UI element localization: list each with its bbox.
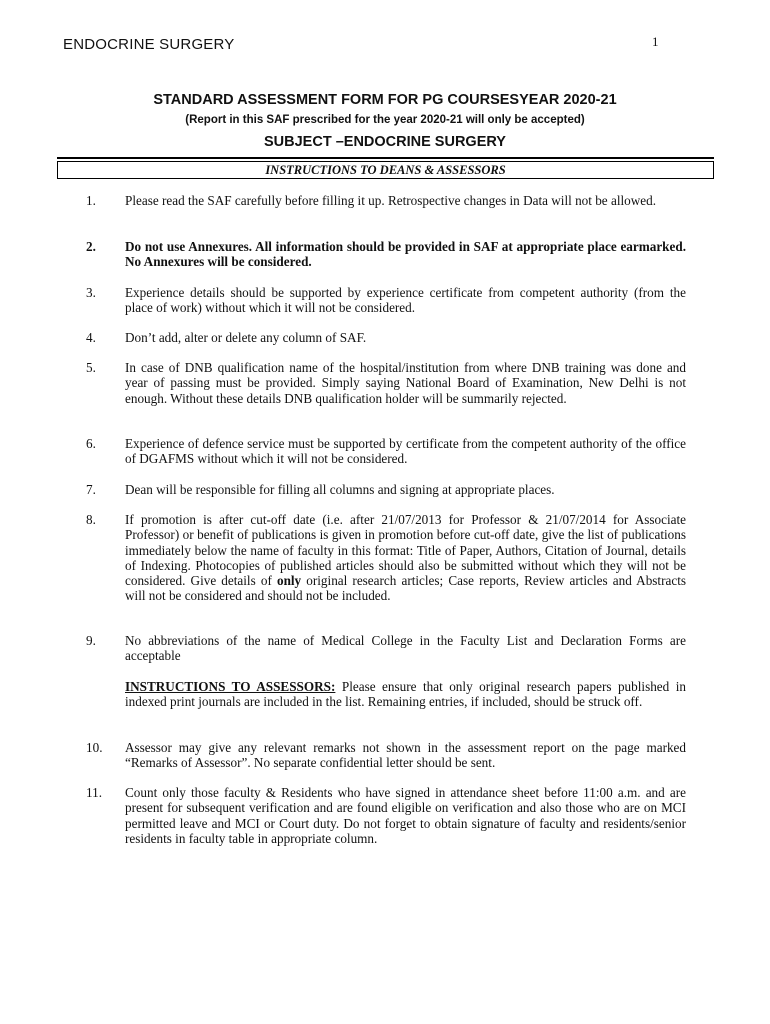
item-text	[125, 512, 686, 604]
item-number: 10.	[86, 740, 103, 755]
item-number: 1.	[86, 193, 96, 208]
document-title: STANDARD ASSESSMENT FORM FOR PG COURSESYEAR 2020-21	[153, 92, 617, 108]
item-number: 3.	[86, 285, 96, 300]
page-number: 1	[652, 34, 659, 49]
item-number: 8.	[86, 512, 96, 527]
item-text-emphasis: only	[276, 573, 302, 589]
instructions-heading: INSTRUCTIONS TO DEANS & ASSESSORS	[57, 161, 714, 179]
item-number: 2.	[86, 239, 96, 254]
running-header: ENDOCRINE SURGERY	[63, 36, 235, 53]
item-text: Experience details should be supported by experience certificate from competent authority (from the place of work) without which it will not be considered.	[125, 285, 686, 316]
item-text: In case of DNB qualification name of the hospital/institution from where DNB training was done and year of passing must be provided. Simply saying National Board of Examination, New Delhi is not enough. Without these details DNB qualification holder will be summarily rejected.	[125, 360, 686, 406]
item-text: Assessor may give any relevant remarks not shown in the assessment report on the page marked “Remarks of Assessor”. No separate confidential letter should be sent.	[125, 740, 686, 771]
item-text: Count only those faculty & Residents who have signed in attendance sheet before 11:00 a.m. and are present for subsequent verification and are found eligible on verification and also those who are on MCI permitted leave and MCI or Court duty. Do not forget to obtain signature of faculty and residents/senior residents in faculty table in appropriate column.	[125, 785, 686, 846]
item-text: Do not use Annexures. All information should be provided in SAF at appropriate place earmarked. No Annexures will be considered.	[125, 239, 686, 270]
item-text-part: If promotion is after cut-off date (i.e. after 21/07/2013 for Professor & 21/07/2014 for Associate Professor) or benefit of publications is given in promotion before cut-off date, give the list of publications immediately below the name of faculty in this format: Title of Paper, Authors, Citation of Journal, details of Indexing. Photocopies of published articles should also be submitted without which they will not be considered. Give details of	[125, 512, 686, 589]
item-number: 6.	[86, 436, 96, 451]
assessor-note-heading: INSTRUCTIONS TO ASSESSORS:	[125, 679, 336, 694]
assessor-note-text	[125, 679, 686, 710]
item-text: Don’t add, alter or delete any column of SAF.	[125, 330, 367, 345]
divider	[57, 157, 714, 159]
item-text: Dean will be responsible for filling all columns and signing at appropriate places.	[125, 482, 555, 497]
item-number: 4.	[86, 330, 96, 345]
item-text: Please read the SAF carefully before filling it up. Retrospective changes in Data will not be allowed.	[125, 193, 657, 208]
assessor-note-body: Please ensure that only original research papers published in indexed print journals are included in the list. Remaining entries, if included, should be struck off.	[125, 679, 686, 710]
item-text-part: original research articles; Case reports, Review articles and Abstracts will not be considered and should not be included.	[125, 573, 686, 604]
item-text: Experience of defence service must be supported by certificate from the competent authority of the office of DGAFMS without which it will not be considered.	[125, 436, 686, 467]
item-number: 7.	[86, 482, 96, 497]
item-number: 5.	[86, 360, 96, 375]
subject-heading: SUBJECT –ENDOCRINE SURGERY	[264, 134, 506, 150]
document-subtitle: (Report in this SAF prescribed for the year 2020-21 will only be accepted)	[185, 114, 585, 126]
item-number: 11.	[86, 785, 102, 800]
item-text: No abbreviations of the name of Medical College in the Faculty List and Declaration Forms are acceptable	[125, 633, 686, 664]
item-number: 9.	[86, 633, 96, 648]
